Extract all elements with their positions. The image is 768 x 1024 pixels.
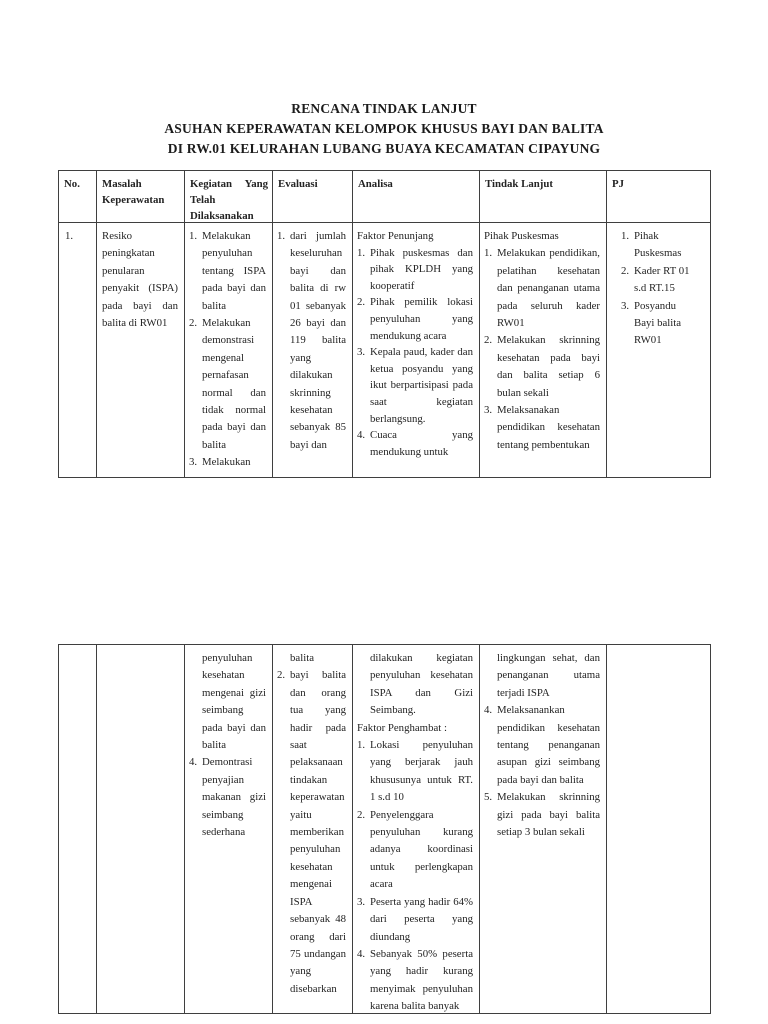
list-item-text: Pihak Puskesmas [634, 230, 682, 260]
cell-analisa [353, 645, 480, 1013]
list-item-number: 3. [189, 456, 198, 469]
list-item [357, 427, 473, 460]
list-item-number: 4. [189, 756, 198, 769]
list-item-number: 4. [357, 429, 366, 442]
continuation-text [189, 650, 266, 754]
cell-pj [607, 223, 710, 477]
list-item-text: Lokasi penyuluhan yang berjarak jauh khususunya untuk RT. 1 s.d 10 [370, 739, 473, 804]
table-header-row [59, 171, 710, 223]
paragraph [65, 228, 90, 245]
list-item-number: 2. [357, 808, 366, 821]
list-item [484, 702, 600, 789]
paragraph [484, 228, 600, 245]
list-item-number: 2. [189, 317, 198, 330]
table-fragment-bottom [58, 644, 711, 1014]
list-item-text: Demontrasi penyajian makanan gizi seimbang sederhana [202, 756, 266, 839]
column-header-kegiatan: Kegiatan Yang Telah Dilaksanakan [185, 171, 273, 222]
list-item [621, 263, 696, 298]
list-item-text: Kader RT 01 s.d RT.15 [634, 264, 690, 295]
cell-evaluasi [273, 645, 353, 1013]
list-item [484, 245, 600, 332]
table-fragment-top [58, 170, 711, 478]
list-item-text: Posyandu Bayi balita RW01 [634, 299, 682, 347]
title-line-2: ASUHAN KEPERAWATAN KELOMPOK KHUSUS BAYI DAN BALITA [164, 121, 604, 136]
cell-analisa [353, 223, 480, 477]
cell-masalah-keperawatan [97, 645, 185, 1013]
title-line-1: RENCANA TINDAK LANJUT [291, 101, 477, 116]
list-item-text: Melakukan penyuluhan tentang ISPA pada bayi dan balita [202, 230, 266, 312]
list-item-text: Melakukan skrinning gizi pada bayi balita setiap 3 bulan sekali [497, 791, 600, 839]
column-header-pj: PJ [612, 178, 624, 190]
column-header-analisa: Analisa [353, 171, 480, 222]
column-header-no: No. [59, 171, 97, 222]
list-item-text: lingkungan sehat, dan penanganan utama terjadi ISPA [497, 652, 600, 699]
list-item-text: bayi balita dan orang tua yang hadir pada saat pelaksanaan tindakan keperawatan yaitu memberikan penyuluhan kesehatan mengenai ISPA sebanyak 48 orang dari 75 undangan yang disebarkan [290, 669, 346, 995]
list-item-text: penyuluhan kesehatan mengenai gizi seimbang pada bayi dan balita [202, 652, 266, 752]
list-item-number: 1. [357, 246, 366, 259]
title-line-3: DI RW.01 KELURAHAN LUBANG BUAYA KECAMATAN CIPAYUNG [167, 141, 601, 156]
cell-no [59, 645, 97, 1013]
cell-no [59, 223, 97, 477]
list-item-text: Sebanyak 50% peserta yang hadir kurang menyimak penyuluhan karena balita banyak [370, 947, 473, 1013]
paragraph [357, 228, 473, 245]
list-item-number: 3. [357, 346, 366, 359]
list-item [277, 228, 346, 454]
list-item [357, 946, 473, 1013]
list-item-number: 3. [484, 404, 493, 417]
list-item-number: 1. [484, 247, 493, 260]
list-item-number: 4. [484, 704, 493, 717]
list-item [621, 298, 696, 350]
list-item-number: 2. [484, 334, 493, 347]
list-item-number: 3. [357, 895, 366, 908]
table-row-continuation [59, 645, 710, 1013]
list-item [484, 402, 600, 454]
cell-tindak-lanjut [480, 645, 607, 1013]
list-item-text: 1. [65, 230, 74, 242]
list-item-number: 2. [621, 264, 630, 277]
list-item [189, 228, 266, 315]
list-item-text: Faktor Penunjang [357, 230, 434, 242]
list-item [357, 807, 473, 894]
column-header-tindak-lanjut: Tindak Lanjut [480, 171, 607, 222]
list-item-number: 1. [277, 230, 286, 242]
list-item [484, 332, 600, 402]
list-item-text: Resiko peningkatan penularan penyakit (ISPA) pada bayi dan balita di RW01 [102, 230, 178, 330]
list-item [277, 667, 346, 998]
list-item-text: Kepala paud, kader dan ketua posyandu yang ikut berpartisipasi pada saat kegiatan berlangsung. [370, 346, 473, 425]
cell-kegiatan [185, 223, 273, 477]
list-item [189, 454, 266, 471]
list-item [484, 789, 600, 841]
list-item-number: 1. [189, 230, 198, 242]
list-item-text: Penyelenggara penyuluhan kurang adanya koordinasi untuk perlengkapan acara [370, 808, 473, 891]
list-item-text: balita [290, 652, 314, 664]
list-item [357, 245, 473, 295]
list-item-text: Pihak puskesmas dan pihak KPLDH yang kooperatif [370, 246, 473, 292]
table-row [59, 223, 710, 477]
list-item-number: 2. [277, 669, 286, 682]
list-item-number: 5. [484, 791, 493, 804]
cell-evaluasi [273, 223, 353, 477]
list-item-number: 2. [357, 296, 366, 309]
continuation-text [357, 650, 473, 720]
list-item-text: Melakukan demonstrasi mengenal pernafasan normal dan tidak normal pada bayi dan balita [202, 317, 266, 451]
list-item-text: Melakukan pendidikan, pelatihan kesehatan dan penanganan utama pada seluruh kader RW01 [497, 247, 600, 330]
column-header-masalah-keperawatan: Masalah Keperawatan [97, 171, 185, 222]
list-item [357, 894, 473, 946]
list-item-text: Cuaca yang mendukung untuk [370, 429, 473, 458]
list-item [357, 737, 473, 807]
list-item-text: dari jumlah keseluruhan bayi dan balita di rw 01 sebanyak 26 bayi dan 119 balita yang dilakukan skrinning kesehatan sebanyak 85 bayi dan [290, 230, 346, 451]
list-item-text: Melakukan [202, 456, 251, 469]
paragraph [357, 720, 473, 737]
list-item [621, 228, 696, 263]
continuation-text [277, 650, 346, 667]
list-item-text: Faktor Penghambat : [357, 721, 447, 734]
cell-tindak-lanjut [480, 223, 607, 477]
column-header-evaluasi: Evaluasi [273, 171, 353, 222]
list-item-number: 1. [357, 739, 366, 752]
list-item-text: Melakukan skrinning kesehatan pada bayi dan balita setiap 6 bulan sekali [497, 334, 600, 399]
list-item [189, 315, 266, 454]
list-item-text: Pihak pemilik lokasi penyuluhan yang mendukung acara [370, 296, 473, 342]
document-title [0, 99, 768, 159]
list-item-number: 4. [357, 947, 366, 960]
cell-kegiatan [185, 645, 273, 1013]
continuation-text [484, 650, 600, 702]
list-item-text: Peserta yang hadir 64% dari peserta yang diundang [370, 895, 473, 943]
list-item [357, 344, 473, 427]
list-item-number: 3. [621, 299, 630, 312]
paragraph [102, 228, 178, 332]
cell-pj [607, 645, 710, 1013]
list-item-text: Melaksanankan pendidikan kesehatan tentang penanganan asupan gizi seimbang pada bayi dan balita [497, 704, 600, 786]
list-item-number: 1. [621, 230, 630, 242]
list-item [357, 294, 473, 344]
list-item [189, 754, 266, 841]
cell-masalah-keperawatan [97, 223, 185, 477]
list-item-text: Melaksanakan pendidikan kesehatan tentang pembentukan [497, 404, 600, 451]
list-item-text: dilakukan kegiatan penyuluhan kesehatan ISPA dan Gizi Seimbang. [370, 652, 473, 717]
list-item-text: Pihak Puskesmas [484, 230, 559, 242]
